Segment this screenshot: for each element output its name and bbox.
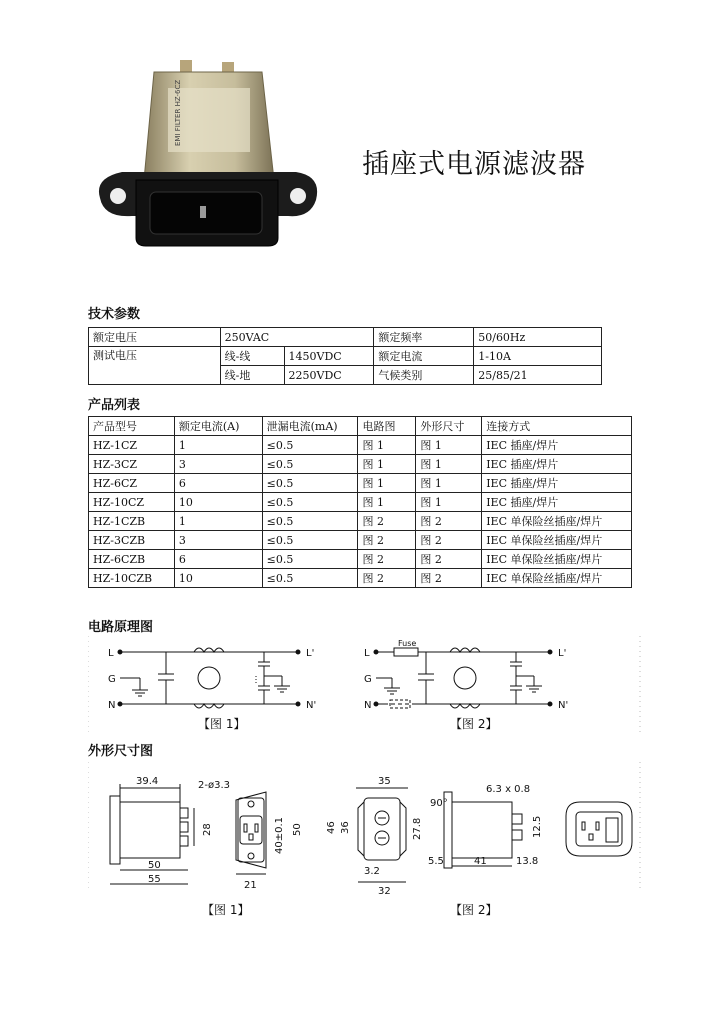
- table-cell: 图 2: [416, 569, 482, 588]
- table-cell: IEC 插座/焊片: [482, 455, 632, 474]
- table-cell: ≤0.5: [262, 493, 358, 512]
- table-cell: 图 1: [416, 493, 482, 512]
- table-cell: ≤0.5: [262, 550, 358, 569]
- table-cell: IEC 插座/焊片: [482, 474, 632, 493]
- label-Np2: N': [558, 700, 569, 711]
- table-cell: 图 2: [358, 550, 416, 569]
- product-label: EMI FILTER HZ-6CZ: [174, 79, 182, 146]
- table-cell: 图 1: [358, 474, 416, 493]
- column-header: 连接方式: [482, 417, 632, 436]
- table-cell: ≤0.5: [262, 569, 358, 588]
- dim2-46: 46: [326, 821, 337, 834]
- table-cell: 图 2: [416, 531, 482, 550]
- table-cell: 6: [174, 550, 262, 569]
- table-cell: IEC 单保险丝插座/焊片: [482, 531, 632, 550]
- table-cell: 图 2: [416, 512, 482, 531]
- table-cell: 测试电压: [89, 347, 221, 385]
- dim2-13-8: 13.8: [516, 856, 539, 867]
- table-cell: ≤0.5: [262, 512, 358, 531]
- dim-55: 55: [148, 874, 161, 885]
- table-cell: 额定频率: [374, 328, 474, 347]
- label-G: G: [108, 674, 116, 685]
- products-heading: 产品列表: [88, 398, 141, 413]
- table-row: [89, 512, 632, 531]
- table-cell: 线-线: [220, 347, 284, 366]
- table-cell: HZ-3CZB: [89, 531, 175, 550]
- table-row: [89, 474, 632, 493]
- dim-fig2: [326, 776, 632, 897]
- table-cell: 额定电流: [374, 347, 474, 366]
- table-cell: 图 2: [358, 531, 416, 550]
- table-cell: HZ-10CZB: [89, 569, 175, 588]
- table-cell: 6: [174, 474, 262, 493]
- table-cell: 25/85/21: [474, 366, 602, 385]
- dim-hole: 2-ø3.3: [198, 780, 230, 791]
- dim-50: 50: [148, 860, 161, 871]
- page-title: 插座式电源滤波器: [362, 149, 586, 180]
- label-Lp2: L': [558, 648, 567, 659]
- table-row: [89, 328, 602, 347]
- table-row: [89, 531, 632, 550]
- circuit-caption-2: 【图 2】: [450, 717, 498, 731]
- table-cell: 250VAC: [220, 328, 374, 347]
- tech-table: [88, 327, 602, 385]
- label-Np: N': [306, 700, 317, 711]
- label-G2: G: [364, 674, 372, 685]
- dim2-12-5: 12.5: [532, 815, 543, 838]
- table-cell: 3: [174, 531, 262, 550]
- table-cell: 图 1: [358, 436, 416, 455]
- dim-40: 40±0.1: [274, 816, 285, 854]
- table-cell: HZ-1CZB: [89, 512, 175, 531]
- table-cell: IEC 单保险丝插座/焊片: [482, 512, 632, 531]
- table-cell: 图 1: [358, 493, 416, 512]
- table-cell: ≤0.5: [262, 455, 358, 474]
- label-L2: L: [364, 648, 370, 659]
- table-cell: 图 1: [416, 474, 482, 493]
- table-cell: 气候类别: [374, 366, 474, 385]
- column-header: 额定电流(A): [174, 417, 262, 436]
- table-cell: 2250VDC: [284, 366, 374, 385]
- table-row: [89, 436, 632, 455]
- dim2-90: 90°: [430, 798, 448, 809]
- fuse-label: Fuse: [398, 639, 417, 648]
- table-cell: 1: [174, 512, 262, 531]
- table-cell: 图 1: [416, 436, 482, 455]
- dim-39-4: 39.4: [136, 776, 159, 787]
- table-cell: 图 1: [416, 455, 482, 474]
- dim2-5-5: 5.5: [428, 856, 444, 867]
- dim-fig1: [110, 776, 303, 891]
- dim-50-h: 50: [292, 823, 303, 836]
- table-row: [89, 455, 632, 474]
- column-header: 外形尺寸: [416, 417, 482, 436]
- table-cell: HZ-1CZ: [89, 436, 175, 455]
- circuit-1: [108, 648, 316, 711]
- table-cell: 1: [174, 436, 262, 455]
- table-cell: 图 1: [358, 455, 416, 474]
- table-cell: 额定电压: [89, 328, 221, 347]
- table-cell: 3: [174, 455, 262, 474]
- circuit-caption-1: 【图 1】: [198, 717, 246, 731]
- table-row: [89, 550, 632, 569]
- label-L: L: [108, 648, 114, 659]
- dim2-36: 36: [340, 821, 351, 834]
- dim2-6-3: 6.3 x 0.8: [486, 784, 531, 795]
- table-cell: 10: [174, 569, 262, 588]
- products-table: [88, 416, 632, 588]
- table-cell: HZ-6CZ: [89, 474, 175, 493]
- dim2-27-8: 27.8: [412, 817, 423, 840]
- dim-caption-1: 【图 1】: [202, 903, 250, 917]
- dim-caption-2: 【图 2】: [450, 903, 498, 917]
- table-cell: HZ-10CZ: [89, 493, 175, 512]
- table-cell: 线-地: [220, 366, 284, 385]
- dim2-41: 41: [474, 856, 487, 867]
- table-row: [89, 347, 602, 366]
- dim-21: 21: [244, 880, 257, 891]
- table-cell: 1450VDC: [284, 347, 374, 366]
- label-N2: N: [364, 700, 372, 711]
- table-cell: 图 2: [358, 569, 416, 588]
- table-cell: IEC 插座/焊片: [482, 493, 632, 512]
- table-cell: 1-10A: [474, 347, 602, 366]
- column-header: 产品型号: [89, 417, 175, 436]
- tech-heading: 技术参数: [88, 307, 141, 322]
- table-cell: ≤0.5: [262, 531, 358, 550]
- label-N: N: [108, 700, 116, 711]
- dims-heading: 外形尺寸图: [88, 744, 154, 759]
- table-header-row: [89, 417, 632, 436]
- table-cell: HZ-6CZB: [89, 550, 175, 569]
- table-row: [89, 493, 632, 512]
- circuit-2: [364, 639, 568, 711]
- dimension-drawings: [88, 762, 648, 922]
- dim2-32: 32: [378, 886, 391, 897]
- table-cell: 图 2: [358, 512, 416, 531]
- table-cell: IEC 单保险丝插座/焊片: [482, 550, 632, 569]
- circuit-heading: 电路原理图: [88, 620, 154, 635]
- label-Lp: L': [306, 648, 315, 659]
- table-cell: HZ-3CZ: [89, 455, 175, 474]
- table-cell: ≤0.5: [262, 474, 358, 493]
- dim2-35: 35: [378, 776, 391, 787]
- table-row: [89, 569, 632, 588]
- product-photo: [92, 60, 324, 250]
- dim-28: 28: [202, 823, 213, 836]
- table-cell: IEC 插座/焊片: [482, 436, 632, 455]
- table-cell: 50/60Hz: [474, 328, 602, 347]
- column-header: 电路图: [358, 417, 416, 436]
- table-cell: 图 2: [416, 550, 482, 569]
- table-cell: ≤0.5: [262, 436, 358, 455]
- table-cell: IEC 单保险丝插座/焊片: [482, 569, 632, 588]
- column-header: 泄漏电流(mA): [262, 417, 358, 436]
- table-cell: 10: [174, 493, 262, 512]
- dim2-3-2: 3.2: [364, 866, 380, 877]
- circuit-diagrams: [88, 636, 648, 736]
